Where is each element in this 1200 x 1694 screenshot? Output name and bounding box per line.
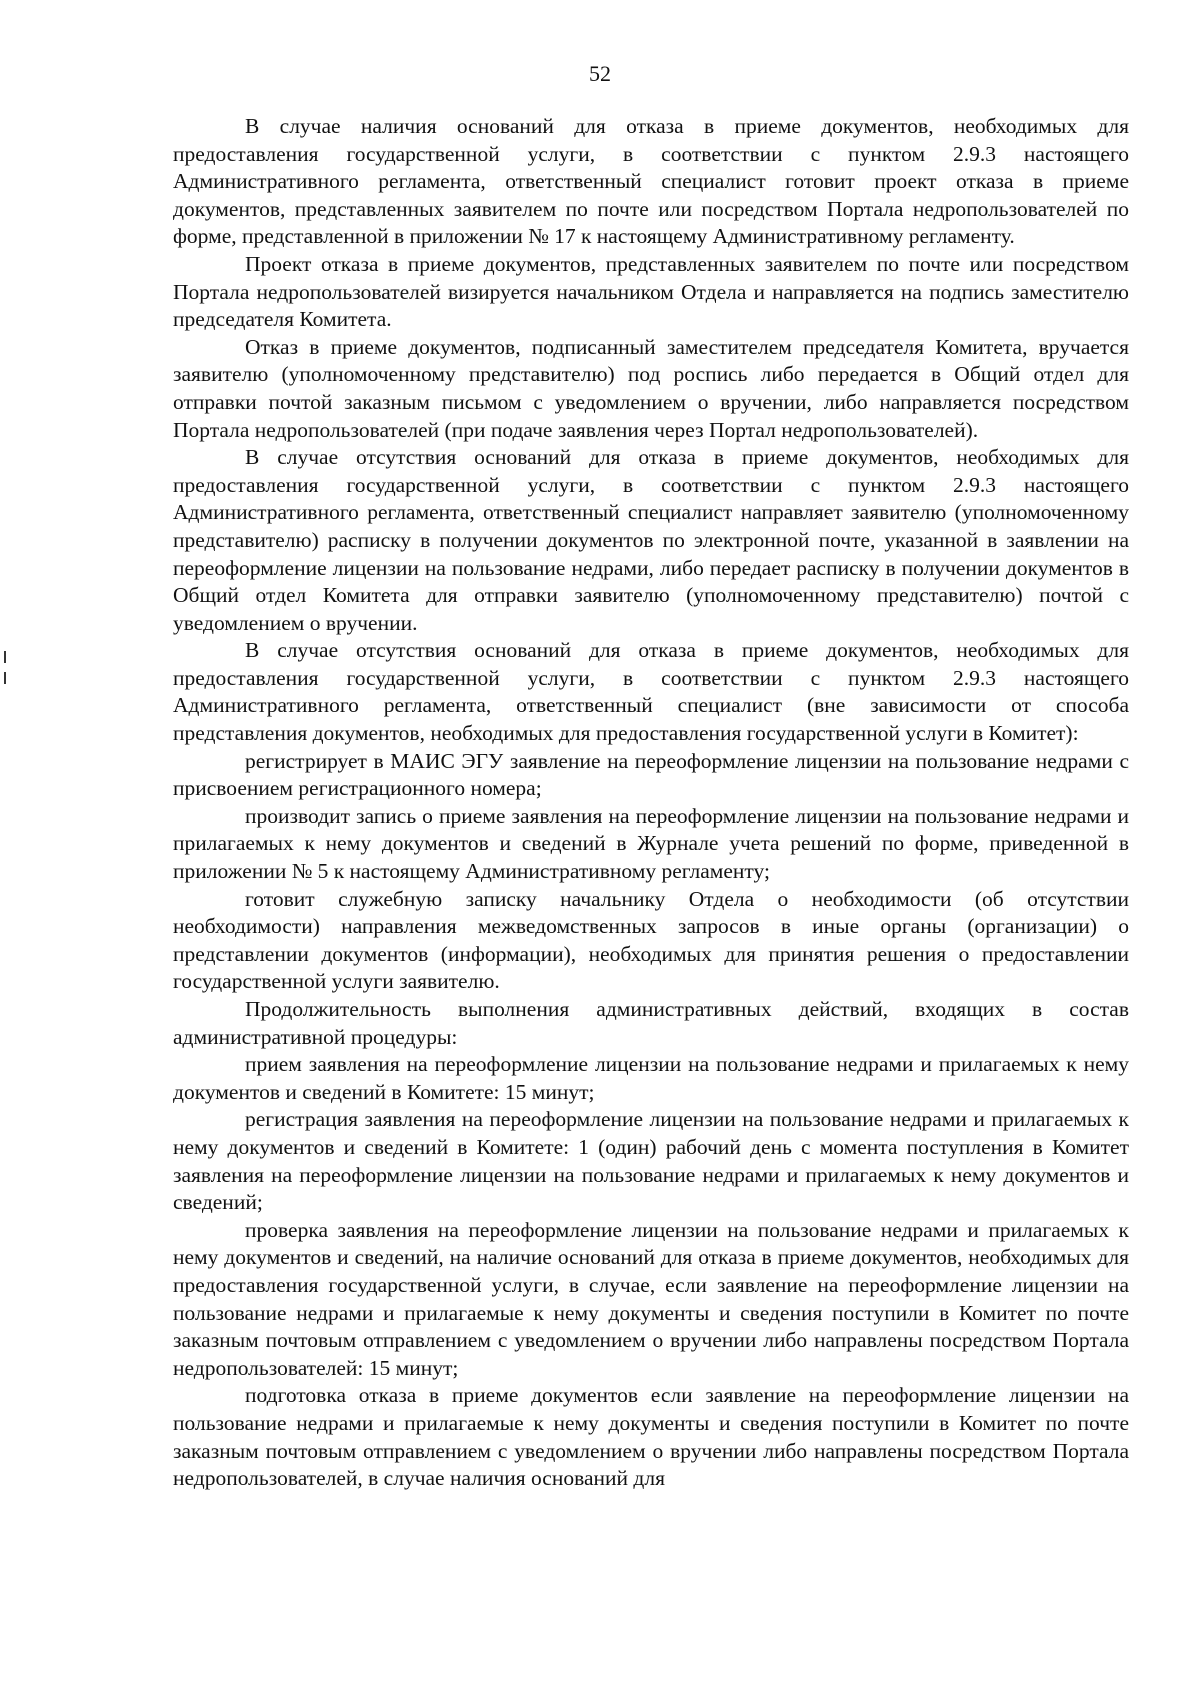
paragraph-no-grounds-actions: В случае отсутствия оснований для отказа в приеме документов, необходимых для предоставления государственной услуги, в соответствии с пунктом 2.9.3 настоящего Административного регламента, ответственный специалист (вне зависимости от способа представления документов, необходимых для предоставления государственной услуги в Комитет): — [173, 638, 1129, 746]
paragraph-registration-duration: регистрация заявления на переоформление лицензии на пользование недрами и прилагаемых к нему документов и сведений в Комитете: 1 (один) рабочий день с момента поступления в Комитет заявления на переоформление лицензии на пользование недрами и прилагаемых к нему документов и сведений; — [173, 1107, 1129, 1215]
paragraph-refusal-preparation: подготовка отказа в приеме документов если заявление на переоформление лицензии на пользование недрами и прилагаемые к нему документы и сведения поступили в Комитет по почте заказным почтовым отправлением с уведомлением о вручении либо направлены посредством Портала недропользователей, в случае наличия оснований для — [173, 1383, 1129, 1491]
document-body — [173, 113, 1129, 1493]
paragraph-receipt-sending: В случае отсутствия оснований для отказа в приеме документов, необходимых для предоставления государственной услуги, в соответствии с пунктом 2.9.3 настоящего Административного регламента, ответственный специалист направляет заявителю (уполномоченному представителю) расписку в получении документов по электронной почте, указанной в заявлении на переоформление лицензии на пользование недрами, либо передает расписку в получении документов в Общий отдел Комитета для отправки заявителю (уполномоченному представителю) почтой с уведомлением о вручении. — [173, 445, 1129, 635]
scan-margin-mark — [4, 651, 6, 663]
paragraph-refusal-grounds: В случае наличия оснований для отказа в приеме документов, необходимых для предоставления государственной услуги, в соответствии с пунктом 2.9.3 настоящего Административного регламента, ответственный специалист готовит проект отказа в приеме документов, представленных заявителем по почте или посредством Портала недропользователей по форме, представленной в приложении № 17 к настоящему Административному регламенту. — [173, 114, 1129, 249]
paragraph-refusal-draft-approval: Проект отказа в приеме документов, представленных заявителем по почте или посредством Портала недропользователей визируется начальником Отдела и направляется на подпись заместителю председателя Комитета. — [173, 251, 1129, 332]
paragraph-refusal-delivery: Отказ в приеме документов, подписанный заместителем председателя Комитета, вручается заявителю (уполномоченному представителю) под роспись либо передается в Общий отдел для отправки почтой заказным письмом с уведомлением о вручении, либо направляется посредством Портала недропользователей (при подаче заявления через Портал недропользователей). — [173, 334, 1129, 442]
paragraph-check-duration: проверка заявления на переоформление лицензии на пользование недрами и прилагаемых к нему документов и сведений, на наличие оснований для отказа в приеме документов, необходимых для предоставления государственной услуги, в случае, если заявление на переоформление лицензии на пользование недрами и прилагаемые к нему документы и сведения поступили в Комитет по почте заказным почтовым отправлением с уведомлением о вручении либо направлены посредством Портала недропользователей: 15 минут; — [173, 1217, 1129, 1380]
paragraph-service-note: готовит служебную записку начальнику Отдела о необходимости (об отсутствии необходимости) направления межведомственных запросов в иные органы (организации) о представлении документов (информации), необходимых для принятия решения о предоставлении государственной услуги заявителю. — [173, 886, 1129, 994]
paragraph-journal-record: производит запись о приеме заявления на переоформление лицензии на пользование недрами и прилагаемых к нему документов и сведений в Журнале учета решений по форме, приведенной в приложении № 5 к настоящему Административному регламенту; — [173, 803, 1129, 884]
paragraph-reception-duration: прием заявления на переоформление лицензии на пользование недрами и прилагаемых к нему документов и сведений в Комитете: 15 минут; — [173, 1052, 1129, 1104]
scan-margin-mark — [4, 672, 6, 684]
page-number: 52 — [589, 61, 611, 86]
paragraph-duration-intro: Продолжительность выполнения административных действий, входящих в состав административной процедуры: — [173, 997, 1129, 1049]
paragraph-registers: регистрирует в МАИС ЭГУ заявление на переоформление лицензии на пользование недрами с присвоением регистрационного номера; — [173, 748, 1129, 801]
